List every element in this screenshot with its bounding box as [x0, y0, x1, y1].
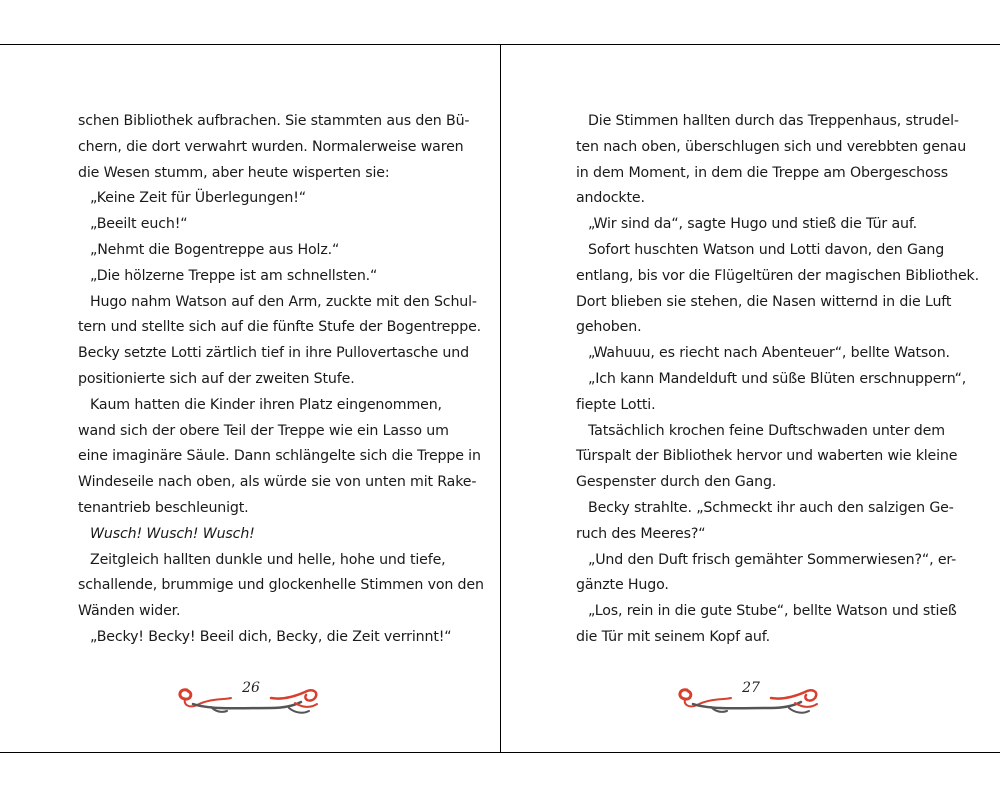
text-line: andockte. — [576, 190, 645, 207]
text-line: Becky setzte Lotti zärtlich tief in ihre Pullovertasche und — [78, 345, 469, 362]
text-line: „Ich kann Mandelduft und süße Blüten erschnuppern“, — [588, 370, 967, 387]
page-number-ornament — [171, 678, 331, 718]
text-line: chern, die dort verwahrt wurden. Normalerweise waren — [78, 138, 464, 155]
text-line: eine imaginäre Säule. Dann schlängelte sich die Treppe in — [78, 448, 481, 465]
text-line: positionierte sich auf der zweiten Stufe. — [78, 370, 355, 387]
book-spread — [0, 44, 1000, 753]
text-line: tern und stellte sich auf die fünfte Stufe der Bogentreppe. — [78, 319, 482, 336]
text-line: Windeseile nach oben, als würde sie von unten mit Rake- — [78, 474, 477, 491]
text-line: „Becky! Becky! Beeil dich, Becky, die Zeit verrinnt!“ — [90, 628, 452, 645]
text-line: „Nehmt die Bogentreppe aus Holz.“ — [90, 241, 340, 258]
text-line: fiepte Lotti. — [576, 396, 656, 413]
page-number: 26 — [242, 680, 260, 696]
right-page-text — [576, 109, 979, 651]
text-line: Hugo nahm Watson auf den Arm, zuckte mit den Schul- — [90, 293, 477, 310]
text-line: „Die hölzerne Treppe ist am schnellsten.“ — [90, 267, 378, 284]
text-line: „Und den Duft frisch gemähter Sommerwiesen?“, er- — [588, 551, 957, 568]
text-line: „Los, rein in die gute Stube“, bellte Watson und stieß — [588, 603, 957, 620]
text-line: tenantrieb beschleunigt. — [78, 499, 249, 516]
text-line: Gespenster durch den Gang. — [576, 474, 777, 491]
page-number: 27 — [742, 680, 760, 696]
text-line: in dem Moment, in dem die Treppe am Obergeschoss — [576, 164, 949, 181]
text-line: entlang, bis vor die Flügeltüren der magischen Bibliothek. — [576, 267, 979, 284]
text-line: die Tür mit seinem Kopf auf. — [576, 628, 770, 645]
text-line: gänzte Hugo. — [576, 577, 669, 594]
text-line: schen Bibliothek aufbrachen. Sie stammten aus den Bü- — [78, 113, 470, 129]
text-line-italic: Wusch! Wusch! Wusch! — [90, 525, 255, 542]
text-line: ruch des Meeres?“ — [576, 525, 706, 542]
text-line: gehoben. — [576, 319, 642, 336]
text-line: Wänden wider. — [78, 603, 181, 620]
text-line: wand sich der obere Teil der Treppe wie ein Lasso um — [78, 422, 449, 439]
text-line: „Keine Zeit für Überlegungen!“ — [90, 190, 307, 207]
text-line: schallende, brummige und glockenhelle Stimmen von den — [78, 577, 484, 594]
text-line: Tatsächlich krochen feine Duftschwaden unter dem — [588, 422, 945, 439]
text-line: „Wir sind da“, sagte Hugo und stieß die Tür auf. — [588, 216, 918, 233]
text-line: Sofort huschten Watson und Lotti davon, den Gang — [588, 241, 945, 258]
text-line: Dort blieben sie stehen, die Nasen witternd in die Luft — [576, 293, 952, 310]
text-line: „Beeilt euch!“ — [90, 216, 188, 233]
text-line: ten nach oben, überschlugen sich und verebbten genau — [576, 138, 967, 155]
left-page — [0, 45, 500, 752]
page-number-ornament — [671, 678, 831, 718]
right-page — [501, 45, 1000, 752]
text-line: die Wesen stumm, aber heute wisperten sie: — [78, 164, 390, 181]
text-line: „Wahuuu, es riecht nach Abenteuer“, bellte Watson. — [588, 345, 950, 362]
text-line: Kaum hatten die Kinder ihren Platz eingenommen, — [90, 396, 442, 413]
text-line: Die Stimmen hallten durch das Treppenhaus, strudel- — [588, 113, 959, 129]
text-line: Zeitgleich hallten dunkle und helle, hohe und tiefe, — [90, 551, 446, 568]
text-line: Becky strahlte. „Schmeckt ihr auch den salzigen Ge- — [588, 499, 954, 516]
left-page-text — [78, 109, 484, 651]
text-line: Türspalt der Bibliothek hervor und waberten wie kleine — [576, 448, 958, 465]
